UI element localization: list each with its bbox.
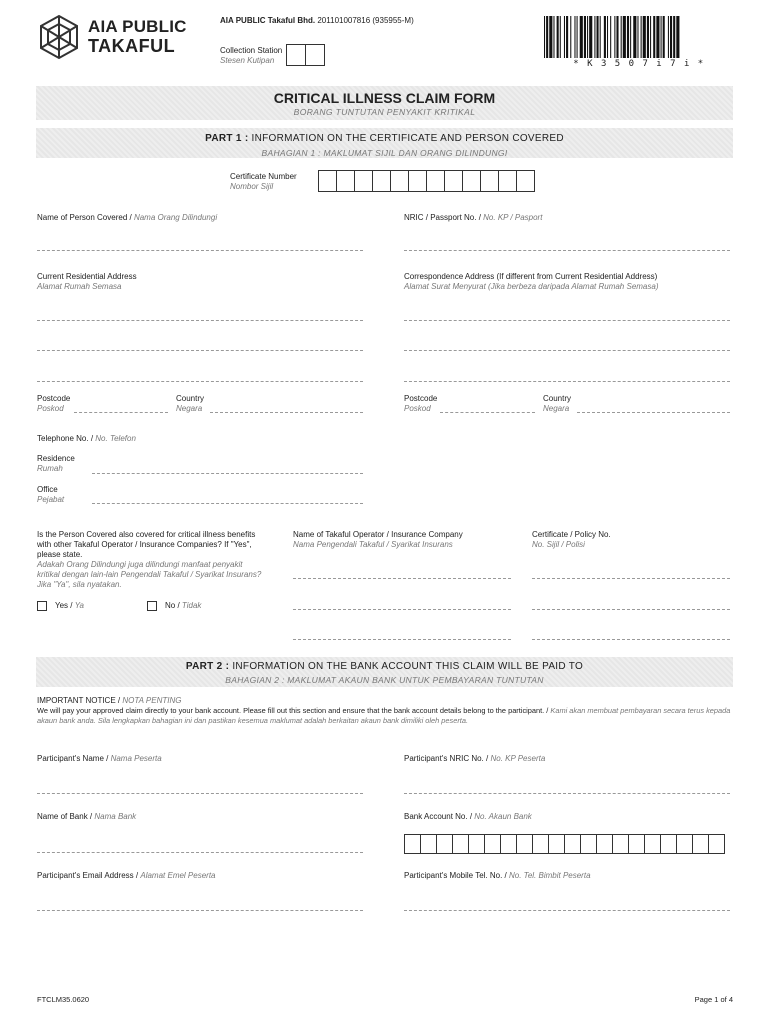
policy-field-1[interactable] (532, 578, 730, 579)
nric-label-ms: No. KP / Pasport (483, 213, 543, 222)
cert-label-en: Certificate Number (230, 172, 297, 181)
barcode-bar (616, 16, 618, 58)
corr-country-label (543, 394, 571, 414)
bank-name-label (37, 812, 136, 822)
corr-postcode-ms: Poskod (404, 404, 431, 413)
bank-account-digit-box[interactable] (676, 834, 693, 854)
corr-addr-label (404, 272, 659, 292)
barcode-bar (560, 16, 561, 58)
other-cover-question (37, 530, 262, 590)
bank-account-digit-box[interactable] (564, 834, 581, 854)
bank-account-digit-box[interactable] (500, 834, 517, 854)
res-postcode-field[interactable] (74, 412, 168, 413)
participant-nric-ms: No. KP Peserta (490, 754, 546, 763)
corr-country-en: Country (543, 394, 572, 403)
barcode-bar (633, 16, 636, 58)
barcode-bar (668, 16, 669, 58)
participant-name-ms: Nama Peserta (110, 754, 162, 763)
certificate-digit-box[interactable] (390, 170, 409, 192)
certificate-digit-box[interactable] (372, 170, 391, 192)
part1-heading (36, 133, 733, 144)
bank-account-digit-box[interactable] (628, 834, 645, 854)
corr-addr-label-ms: Alamat Surat Menyurat (Jika berbeza daripada Alamat Rumah Semasa) (404, 282, 659, 291)
barcode-bar (663, 16, 665, 58)
barcode-bar (570, 16, 571, 58)
participant-name-label (37, 754, 162, 764)
bank-account-digit-box[interactable] (644, 834, 661, 854)
policy-label-ms: No. Sijil / Polisi (532, 540, 585, 549)
residence-tel-field[interactable] (92, 473, 363, 474)
participant-nric-label (404, 754, 545, 764)
residence-ms: Rumah (37, 464, 63, 473)
part1-prefix: PART 1 : (205, 133, 249, 144)
corr-addr-line3[interactable] (404, 381, 730, 382)
barcode-bar (653, 16, 655, 58)
barcode-bar (647, 16, 649, 58)
barcode-bar (564, 16, 565, 58)
barcode (544, 16, 734, 58)
res-country-field[interactable] (210, 412, 363, 413)
operator-field-2[interactable] (293, 609, 511, 610)
policy-field-3[interactable] (532, 639, 730, 640)
bank-account-digit-box[interactable] (420, 834, 437, 854)
barcode-bar (673, 16, 675, 58)
part1-title: INFORMATION ON THE CERTIFICATE AND PERSON COVERED (251, 133, 564, 144)
barcode-bar (604, 16, 606, 58)
collection-station-boxes[interactable] (286, 44, 325, 66)
company-name: AIA PUBLIC Takaful Bhd. (220, 16, 316, 25)
tel-label (37, 434, 136, 444)
name-label-en: Name of Person Covered / (37, 213, 132, 222)
bank-account-digit-box[interactable] (596, 834, 613, 854)
corr-country-ms: Negara (543, 404, 570, 413)
barcode-bar (643, 16, 646, 58)
nric-field[interactable] (404, 250, 730, 251)
tel-label-en: Telephone No. / (37, 434, 94, 443)
bank-account-digit-box[interactable] (468, 834, 485, 854)
operator-label-ms: Nama Pengendali Takaful / Syarikat Insurans (293, 540, 453, 549)
barcode-bar (621, 16, 622, 58)
barcode-bar (623, 16, 626, 58)
logo-line2: TAKAFUL (88, 36, 176, 56)
important-notice (37, 696, 734, 726)
yes-checkbox[interactable] (37, 601, 47, 611)
part2-prefix: PART 2 : (185, 661, 230, 672)
corr-addr-label-en: Correspondence Address (If different from Current Residential Address) (404, 272, 658, 281)
name-label (37, 213, 217, 223)
bank-account-digit-box[interactable] (532, 834, 549, 854)
collection-station-ms: Stesen Kutipan (220, 56, 275, 65)
email-label (37, 871, 216, 881)
bank-account-digit-box[interactable] (404, 834, 421, 854)
operator-label-en: Name of Takaful Operator / Insurance Company (293, 530, 463, 539)
res-postcode-en: Postcode (37, 394, 71, 403)
office-ms: Pejabat (37, 495, 65, 504)
barcode-bar (574, 16, 575, 58)
res-addr-label (37, 272, 137, 292)
email-field[interactable] (37, 910, 363, 911)
participant-name-en: Participant's Name / (37, 754, 109, 763)
res-country-en: Country (176, 394, 205, 403)
residence-label (37, 454, 75, 474)
participant-name-field[interactable] (37, 793, 363, 794)
bank-account-digit-box[interactable] (612, 834, 629, 854)
certificate-digit-box[interactable] (318, 170, 337, 192)
mobile-en: Participant's Mobile Tel. No. / (404, 871, 507, 880)
name-label-ms: Nama Orang Dilindungi (133, 213, 218, 222)
barcode-bar (589, 16, 592, 58)
part2-heading (36, 661, 733, 672)
collection-station-en: Collection Station (220, 46, 283, 55)
logo-line1: AIA PUBLIC (88, 17, 187, 36)
barcode-bar (676, 16, 679, 58)
corr-addr-line2[interactable] (404, 350, 730, 351)
nric-label (404, 213, 542, 223)
operator-label (293, 530, 463, 550)
res-postcode-ms: Poskod (37, 404, 64, 413)
corr-postcode-label (404, 394, 437, 414)
barcode-bar (557, 16, 559, 58)
part1-heading-ms: BAHAGIAN 1 : MAKLUMAT SIJIL DAN ORANG DILINDUNGI (261, 148, 508, 158)
res-addr-line1[interactable] (37, 320, 363, 321)
name-field[interactable] (37, 250, 363, 251)
barcode-bar (594, 16, 595, 58)
cert-label-ms: Nombor Sijil (230, 182, 274, 191)
other-cover-q-en: Is the Person Covered also covered for critical illness benefits with other Takaful Operator / Insurance Companies? If "Yes", please state. (37, 530, 256, 559)
bank-account-digit-box[interactable] (660, 834, 677, 854)
res-country-label (176, 394, 204, 414)
barcode-bar (544, 16, 545, 58)
res-addr-line3[interactable] (37, 381, 363, 382)
certificate-digit-box[interactable] (354, 170, 373, 192)
barcode-bar (627, 16, 629, 58)
barcode-bar (670, 16, 672, 58)
no-label (165, 601, 201, 611)
bank-account-input[interactable] (404, 834, 725, 854)
operator-field-1[interactable] (293, 578, 511, 579)
barcode-bar (656, 16, 659, 58)
participant-nric-field[interactable] (404, 793, 730, 794)
collection-station-label (220, 46, 282, 66)
corr-postcode-en: Postcode (404, 394, 438, 403)
no-ms: Tidak (181, 601, 202, 610)
yes-label (55, 601, 84, 611)
barcode-bar (630, 16, 631, 58)
bank-account-digit-box[interactable] (452, 834, 469, 854)
corr-country-field[interactable] (577, 412, 730, 413)
nric-label-en: NRIC / Passport No. / (404, 213, 481, 222)
form-title-ms: BORANG TUNTUTAN PENYAKIT KRITIKAL (293, 107, 476, 117)
res-addr-label-en: Current Residential Address (37, 272, 137, 281)
tel-label-ms: No. Telefon (95, 434, 136, 443)
barcode-bar (661, 16, 662, 58)
bank-acc-en: Bank Account No. / (404, 812, 473, 821)
res-postcode-label (37, 394, 70, 414)
bank-account-digit-box[interactable] (708, 834, 725, 854)
other-cover-q-ms: Adakah Orang Dilindungi juga dilindungi manfaat penyakit kritikal dengan lain-lain Pengendali Takaful / Syarikat Insurans? Jika "Ya", sila nyatakan. (37, 560, 262, 589)
email-ms: Alamat Emel Peserta (140, 871, 216, 880)
barcode-bar (614, 16, 615, 58)
company-reg: 201101007816 (935955-M) (317, 16, 414, 25)
mobile-field[interactable] (404, 910, 730, 911)
barcode-bar (587, 16, 588, 58)
barcode-bar (549, 16, 552, 58)
residence-en: Residence (37, 454, 75, 463)
notice-text-en: We will pay your approved claim directly to your bank account. Please fill out this section and ensure that the bank account details belong to the participant. / (37, 706, 549, 715)
barcode-bar (577, 16, 578, 58)
no-en: No / (165, 601, 180, 610)
barcode-bar (637, 16, 638, 58)
barcode-bar (546, 16, 548, 58)
certificate-digit-box[interactable] (408, 170, 427, 192)
mobile-ms: No. Tel. Bimbit Peserta (509, 871, 591, 880)
barcode-bar (584, 16, 586, 58)
certificate-digit-box[interactable] (516, 170, 535, 192)
notice-text-ms: Kami akan membuat pembayaran secara terus kepada akaun bank anda. Sila lengkapkan bahagian ini dan pastikan kesemua maklumat adalah berkaitan akaun bank dimiliki oleh peserta. (37, 706, 731, 725)
corr-postcode-field[interactable] (440, 412, 535, 413)
participant-nric-en: Participant's NRIC No. / (404, 754, 489, 763)
barcode-bar (566, 16, 568, 58)
bank-account-digit-box[interactable] (548, 834, 565, 854)
mobile-label (404, 871, 591, 881)
operator-field-3[interactable] (293, 639, 511, 640)
bank-name-en: Name of Bank / (37, 812, 93, 821)
barcode-bar (607, 16, 608, 58)
notice-label-ms: NOTA PENTING (122, 696, 182, 705)
company-line (220, 16, 414, 25)
cert-label (230, 172, 297, 192)
barcode-bar (553, 16, 554, 58)
yes-ms: Ya (74, 601, 84, 610)
yes-en: Yes / (55, 601, 73, 610)
barcode-bar (650, 16, 651, 58)
corr-addr-line1[interactable] (404, 320, 730, 321)
bank-account-digit-box[interactable] (484, 834, 501, 854)
policy-field-2[interactable] (532, 609, 730, 610)
barcode-text: * K 3 5 0 7 i 7 i * (573, 59, 705, 69)
bank-name-field[interactable] (37, 852, 363, 853)
bank-account-digit-box[interactable] (692, 834, 709, 854)
bank-acc-label (404, 812, 532, 822)
res-addr-line2[interactable] (37, 350, 363, 351)
certificate-digit-box[interactable] (498, 170, 517, 192)
form-title: CRITICAL ILLNESS CLAIM FORM (273, 90, 496, 106)
certificate-digit-box[interactable] (480, 170, 499, 192)
certificate-digit-box[interactable] (462, 170, 481, 192)
email-en: Participant's Email Address / (37, 871, 139, 880)
barcode-bar (597, 16, 599, 58)
barcode-bar (580, 16, 583, 58)
certificate-digit-box[interactable] (336, 170, 355, 192)
form-code: FTCLM35.0620 (37, 995, 90, 1004)
bank-name-ms: Nama Bank (94, 812, 137, 821)
no-checkbox[interactable] (147, 601, 157, 611)
policy-label-en: Certificate / Policy No. (532, 530, 611, 539)
page-number: Page 1 of 4 (694, 995, 733, 1004)
part2-title: INFORMATION ON THE BANK ACCOUNT THIS CLAIM WILL BE PAID TO (232, 661, 584, 672)
certificate-number-input[interactable] (318, 170, 535, 192)
bank-account-digit-box[interactable] (436, 834, 453, 854)
barcode-bar (600, 16, 601, 58)
certificate-digit-box[interactable] (426, 170, 445, 192)
bank-account-digit-box[interactable] (580, 834, 597, 854)
bank-acc-ms: No. Akaun Bank (474, 812, 532, 821)
policy-label (532, 530, 611, 550)
res-addr-label-ms: Alamat Rumah Semasa (37, 282, 122, 291)
barcode-bar (610, 16, 611, 58)
office-en: Office (37, 485, 58, 494)
aia-logo-icon (36, 14, 82, 60)
office-tel-field[interactable] (92, 503, 363, 504)
certificate-digit-box[interactable] (444, 170, 463, 192)
barcode-bar (641, 16, 642, 58)
res-country-ms: Negara (176, 404, 203, 413)
bank-account-digit-box[interactable] (516, 834, 533, 854)
part2-heading-ms: BAHAGIAN 2 : MAKLUMAT AKAUN BANK UNTUK PEMBAYARAN TUNTUTAN (225, 675, 544, 685)
notice-label-en: IMPORTANT NOTICE / (37, 696, 121, 705)
office-label (37, 485, 64, 505)
